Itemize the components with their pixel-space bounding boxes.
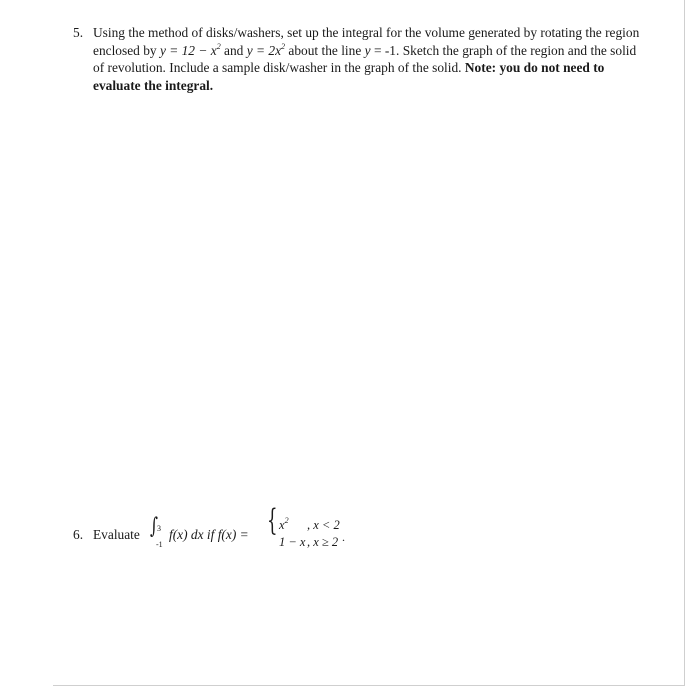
piecewise-brace: { xyxy=(267,503,278,538)
problem-6-number: 6. xyxy=(73,527,84,542)
problem-5-line-2: enclosed by $y = 12 - x^2$ and $y = 2x^2$ about the line y = -1. Sketch the graph of the region and the solid xyxy=(93,41,637,58)
page-border xyxy=(53,0,685,686)
equation-parabola-1: $y = 12 - x^2$ xyxy=(159,41,221,58)
integrand-expression: f(x) dx if f(x) = xyxy=(169,527,249,542)
integral-upper-limit: 3 xyxy=(157,524,161,533)
piecewise-case-1: $x^2$ xyxy=(279,516,289,532)
problem-5-number: 5. xyxy=(73,25,84,40)
problem-5-line-3: of revolution. Include a sample disk/washer in the graph of the solid. Note: you do not need to xyxy=(93,60,605,75)
problem-5-line-4: evaluate the integral. xyxy=(93,77,214,93)
piecewise-case-2: 1 − x xyxy=(279,535,306,549)
equation-parabola-2: $y = 2x^2$ xyxy=(246,41,286,58)
problem-5-text xyxy=(93,24,663,94)
note-bold: Note: you do not need to xyxy=(464,60,605,75)
equation-axis: y xyxy=(364,42,371,58)
end-period: . xyxy=(342,530,345,544)
problem-5 xyxy=(73,24,663,94)
evaluate-label: Evaluate xyxy=(93,527,140,542)
piecewise-condition-1: , x < 2 xyxy=(307,518,340,532)
integral-lower-limit: -1 xyxy=(156,540,163,549)
problem-5-line-1: Using the method of disks/washers, set up the integral for the volume generated by rotating the region xyxy=(93,25,640,40)
piecewise-condition-2: , x ≥ 2 xyxy=(307,535,339,549)
problem-6 xyxy=(73,503,393,556)
integral-sign: ∫ xyxy=(150,514,159,539)
